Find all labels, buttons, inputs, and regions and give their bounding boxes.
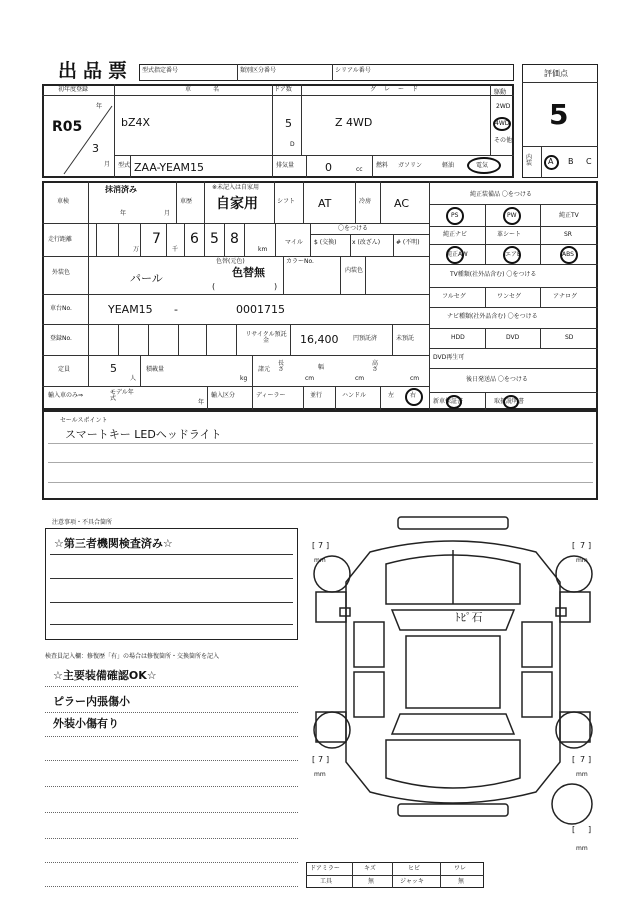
later-warranty: 新車保証書	[433, 398, 464, 405]
inspection-label: 車検	[57, 198, 70, 205]
handle-label: ハンドル	[342, 392, 367, 399]
rating-label: 評価点	[544, 69, 568, 78]
inspector-label: 検査員記入欄：修復歴「有」の場合は修復箇所・交換箇所を記入	[45, 653, 220, 660]
nav-sd: SD	[565, 334, 574, 341]
grade-value: Z 4WD	[335, 116, 373, 129]
dims-unit-1: cm	[305, 375, 315, 382]
year-unit: 年	[96, 103, 103, 110]
mileage-unit-km: km	[258, 246, 268, 253]
nav-title: ナビ種類(社外品含む) 〇をつける	[447, 313, 538, 320]
sales-point-block	[42, 410, 598, 500]
interior-option-a: A	[548, 157, 554, 166]
equip-airbag: エアB	[505, 251, 522, 258]
equip-sr: SR	[564, 231, 572, 238]
import-parallel: 並行	[310, 392, 323, 399]
meter-unknown: # (不明)	[396, 239, 420, 246]
drive-4wd: 4WD	[495, 120, 510, 127]
later-manual: 取扱説明書	[494, 398, 525, 405]
recycle-value: 16,400	[300, 333, 339, 346]
capacity-unit: 人	[130, 375, 137, 382]
color-paren-open: (	[212, 282, 216, 291]
equip-ps: PS	[451, 212, 459, 219]
fuel-gasoline: ガソリン	[398, 162, 423, 169]
equip-pw: PW	[507, 212, 517, 219]
interior-option-b: B	[568, 157, 574, 166]
defects-label: 注意事項・不具合箇所	[52, 519, 113, 526]
equip-leather: 革シート	[497, 231, 522, 238]
fuel-electric: 電気	[476, 162, 489, 169]
import-dealer: ディーラー	[256, 392, 286, 399]
type-designation-label: 型式指定番号	[142, 67, 179, 74]
drive-label: 駆動	[494, 89, 507, 96]
drive-2wd: 2WD	[496, 103, 511, 110]
meter-exchanged: $ (交換)	[314, 239, 337, 246]
import-year-unit: 年	[198, 399, 205, 406]
mileage-digit-2: 6	[190, 231, 199, 247]
handle-left: 左	[388, 392, 395, 399]
displacement-label: 排気量	[276, 162, 295, 169]
color-change-label: 色替(元色)	[216, 258, 245, 265]
interior-label: 内装	[526, 154, 533, 167]
model-label: 型式	[118, 162, 131, 169]
history-label: 車歴	[180, 198, 193, 205]
equipment-title: 純正装備品 〇をつける	[470, 191, 532, 198]
diagram-annotation: ﾄﾋﾟ石	[455, 611, 483, 624]
capacity-label: 定員	[58, 366, 71, 373]
displacement-unit: cc	[356, 166, 363, 173]
tv-fullseg: フルセグ	[442, 293, 466, 300]
inspector-line-1: ☆主要装備確認OK☆	[53, 669, 157, 682]
color-value: パール	[130, 272, 163, 285]
history-value: 自家用	[216, 196, 258, 212]
mileage-unit-man: 万	[133, 246, 140, 253]
equip-nav: 純正ナビ	[443, 231, 468, 238]
first-reg-label: 初年度登録	[58, 86, 89, 93]
header-id-row	[139, 64, 514, 81]
inspection-value: 抹消済み	[105, 185, 137, 194]
era-value: R05	[52, 119, 83, 135]
shift-label: シフト	[277, 198, 296, 205]
legend-scratch: キズ	[364, 865, 376, 872]
legend-jack: ジャッキ	[400, 878, 424, 885]
car-diagram	[310, 512, 600, 842]
mileage-label: 走行距離	[48, 236, 73, 243]
legend-tools: 工具	[320, 878, 333, 885]
meter-header: 〇をつける	[338, 225, 369, 232]
mileage-unit-sen: 千	[172, 246, 179, 253]
load-unit: kg	[240, 375, 248, 382]
legend-tools-none: 無	[368, 878, 375, 885]
history-note: ※未記入は自家用	[212, 184, 260, 191]
later-title: 後日発送品 〇をつける	[466, 376, 528, 383]
tread-rear-right: 7	[580, 755, 586, 764]
inspection-year-unit: 年	[120, 210, 127, 217]
color-paren-close: )	[274, 282, 278, 291]
color-change-value: 色替無	[232, 266, 265, 279]
displacement-value: 0	[325, 161, 332, 174]
tread-unit-2: mm	[576, 557, 588, 564]
inspector-line-3: 外装小傷有り	[53, 717, 119, 730]
dims-height: 高さ	[372, 360, 379, 373]
dvd-playback: DVD再生可	[433, 354, 465, 361]
dims-unit-2: cm	[355, 375, 365, 382]
tread-front-left: 7	[318, 541, 324, 550]
car-name-value: bZ4X	[121, 116, 151, 129]
month-unit: 月	[104, 161, 111, 168]
doors-value: 5	[285, 117, 292, 130]
sales-point-label: セールスポイント	[60, 417, 108, 424]
sales-point-text: スマートキー LEDヘッドライト	[65, 428, 222, 441]
tv-title: TV種類(社外品含む) 〇をつける	[450, 271, 537, 278]
color-label: 外装色	[52, 269, 71, 276]
tread-front-right: 7	[580, 541, 586, 550]
mile-label: マイル	[285, 239, 303, 246]
mileage-digit-3: 5	[210, 231, 219, 247]
serial-number-label: シリアル番号	[335, 67, 371, 74]
shift-value: AT	[318, 197, 332, 210]
tread-unit-1: mm	[314, 557, 326, 564]
nav-dvd: DVD	[506, 334, 520, 341]
recycle-status-unpaid: 未預託	[396, 335, 415, 342]
equip-aw: 純正AW	[446, 251, 468, 258]
model-value: ZAA-YEAM15	[134, 161, 204, 174]
tv-oneseg: ワンセグ	[497, 293, 522, 300]
ac-value: AC	[394, 197, 410, 210]
inspector-line-2: ピラー内張傷小	[53, 695, 130, 708]
inspection-month-unit: 月	[164, 210, 171, 217]
interior-option-c: C	[586, 157, 592, 166]
legend-mirror: ドアミラー	[310, 865, 340, 872]
tread-rear-left: 7	[318, 755, 324, 764]
legend-break: ワレ	[454, 865, 467, 872]
capacity-value: 5	[110, 362, 117, 375]
interior-color-label: 内装色	[345, 267, 364, 274]
form-title: 出品票	[58, 60, 134, 82]
grade-label: グレード	[370, 86, 427, 93]
fuel-label: 燃料	[376, 162, 389, 169]
import-type-label: 輸入区分	[211, 392, 236, 399]
tread-unit-5: mm	[576, 845, 588, 852]
chassis-number: 0001715	[236, 303, 285, 316]
month-value: 3	[92, 142, 99, 155]
car-name-label: 車名	[185, 86, 242, 93]
tread-unit-4: mm	[576, 771, 588, 778]
tread-unit-3: mm	[314, 771, 326, 778]
model-year-label: モデル年式	[110, 389, 134, 402]
mileage-digit-1: 7	[152, 231, 161, 247]
chassis-label: 車台No.	[50, 305, 72, 312]
recycle-status-paid: 円預託済	[353, 335, 378, 342]
chassis-dash: -	[174, 303, 178, 316]
color-no-label: カラーNo.	[286, 258, 314, 265]
dims-unit-3: cm	[410, 375, 420, 382]
nav-hdd: HDD	[451, 334, 465, 341]
equip-abs: ABS	[562, 251, 574, 258]
load-label: 積載量	[146, 366, 165, 373]
mileage-digit-4: 8	[230, 231, 239, 247]
import-label: 輸入車のみ⇒	[48, 392, 84, 399]
dims-label: 諸元	[258, 366, 271, 373]
chassis-prefix: YEAM15	[108, 303, 153, 316]
legend-jack-none: 無	[458, 878, 465, 885]
equip-tv: 純正TV	[559, 212, 579, 219]
dims-length: 長さ	[278, 360, 285, 373]
fuel-diesel: 軽油	[442, 162, 455, 169]
category-number-label: 類別区分番号	[240, 67, 277, 74]
rating-value: 5	[549, 98, 569, 131]
doors-label: ドア数	[274, 86, 292, 93]
reg-no-label: 登録No.	[50, 335, 72, 342]
handle-right: 右	[410, 392, 417, 399]
recycle-label: リサイクル預託金	[245, 331, 287, 344]
drive-other: その他	[494, 137, 513, 144]
ac-label: 冷房	[359, 198, 372, 205]
legend-crack: ヒビ	[408, 865, 421, 872]
tv-analog: アナログ	[553, 293, 578, 300]
dims-width: 幅	[318, 364, 325, 371]
defects-text: ☆第三者機関検査済み☆	[54, 537, 173, 550]
doors-unit: D	[290, 141, 295, 148]
meter-tampered: x (改ざん)	[352, 239, 381, 246]
